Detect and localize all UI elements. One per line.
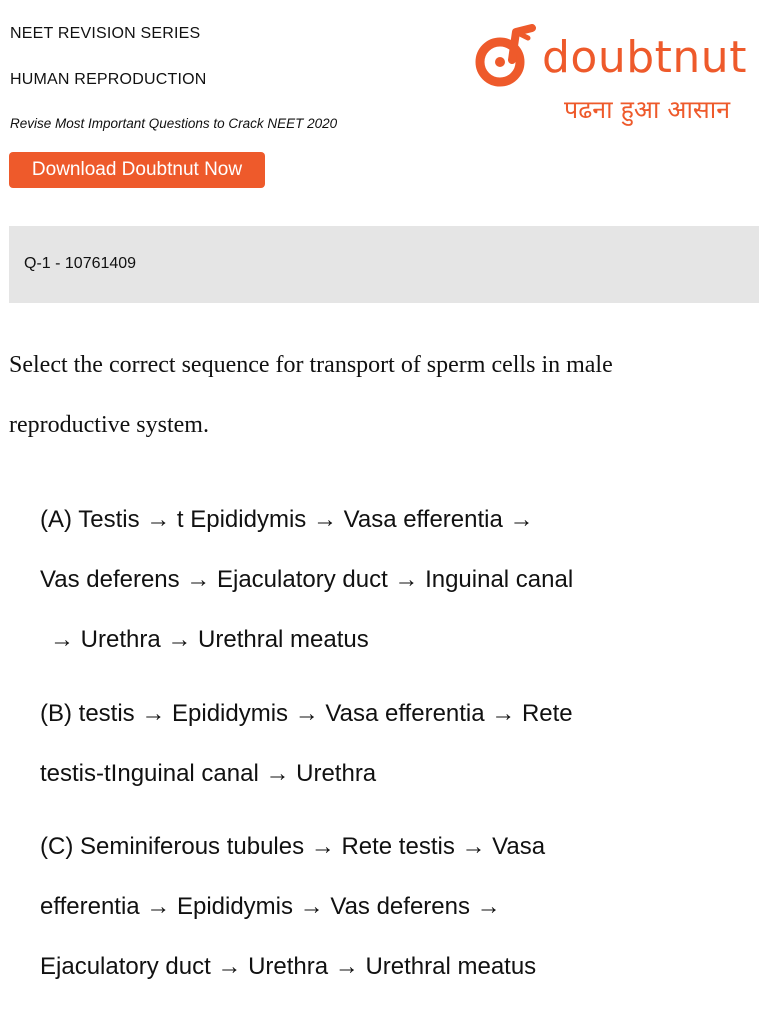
download-doubtnut-button[interactable]: Download Doubtnut Now (9, 152, 265, 188)
option-c[interactable] (40, 817, 760, 997)
topic-title: HUMAN REPRODUCTION (10, 71, 207, 88)
logo-hindi-tagline: पढना हुआ आसान (564, 95, 731, 124)
option-b-line: (B) testis → Epididymis → Vasa efferentia → Rete (40, 700, 573, 727)
tagline: Revise Most Important Questions to Crack NEET 2020 (10, 116, 338, 131)
option-a-line: Vas deferens → Ejaculatory duct → Inguinal canal (40, 566, 574, 593)
option-a-line: (A) Testis → t Epididymis → Vasa efferentia → (40, 506, 534, 533)
option-a[interactable] (40, 490, 760, 670)
series-title: NEET REVISION SERIES (10, 25, 201, 42)
question-text-line: Select the correct sequence for transport of sperm cells in male (9, 352, 613, 378)
doubtnut-logo-icon (472, 24, 538, 90)
option-c-line: Ejaculatory duct → Urethra → Urethral meatus (40, 953, 537, 980)
option-b[interactable] (40, 684, 760, 804)
logo-wordmark: doubtnut (542, 32, 747, 83)
option-c-line: efferentia → Epididymis → Vas deferens → (40, 893, 501, 920)
question-id-bar (9, 226, 759, 303)
option-b-line: testis-tInguinal canal → Urethra (40, 760, 377, 787)
question-text (9, 335, 749, 455)
option-a-line: → Urethra → Urethral meatus (50, 626, 369, 653)
question-text-line: reproductive system. (9, 412, 209, 438)
doubtnut-logo[interactable] (472, 22, 762, 132)
option-c-line: (C) Seminiferous tubules → Rete testis → Vasa (40, 833, 546, 860)
question-id: Q-1 - 10761409 (24, 255, 137, 272)
